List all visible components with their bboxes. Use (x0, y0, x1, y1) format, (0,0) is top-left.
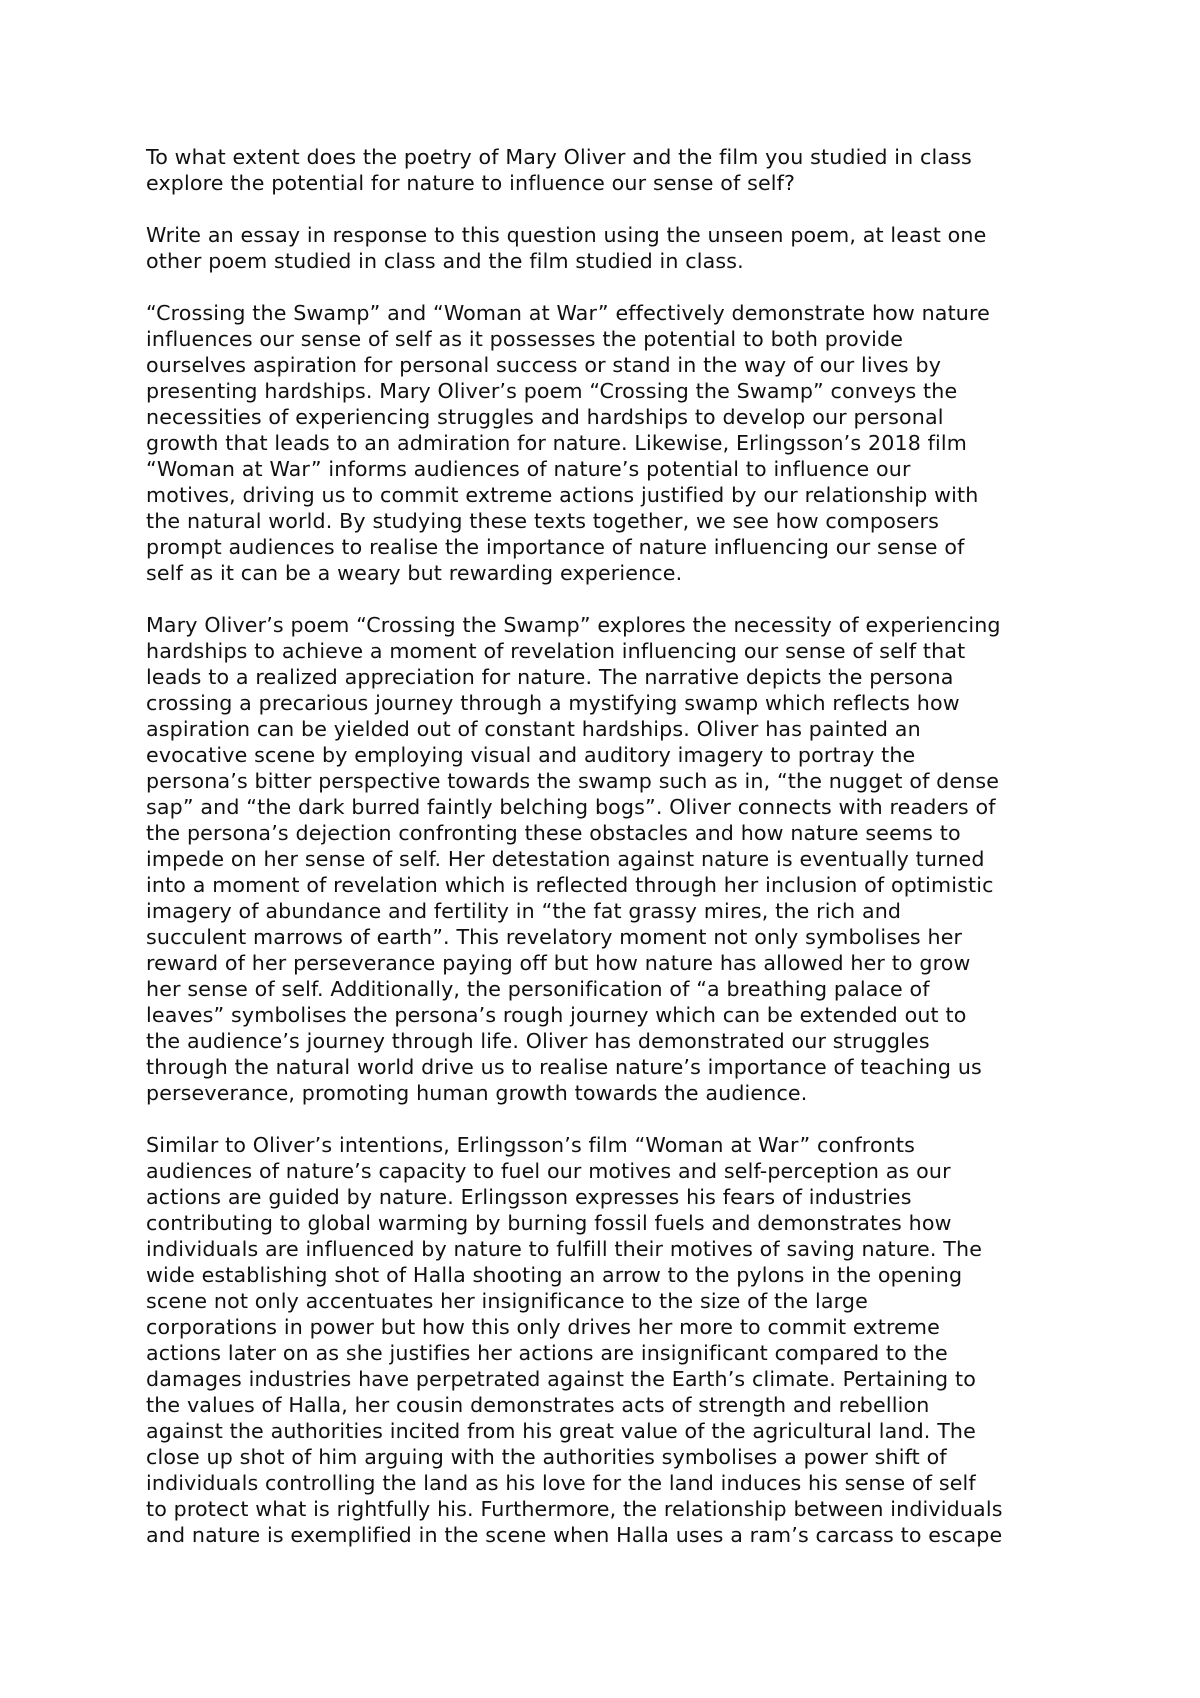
document-body (146, 144, 1064, 1574)
essay-instruction: Write an essay in response to this question using the unseen poem, at least one other poem studied in class and the film studied in class. (146, 223, 987, 273)
essay-paragraph-oliver: Mary Oliver’s poem “Crossing the Swamp” explores the necessity of experiencing hardships to achieve a moment of revelation influencing our sense of self that leads to a realized appreciation for nature. The narrative depicts the persona crossing a precarious journey through a mystifying swamp which reflects how aspiration can be yielded out of constant hardships. Oliver has painted an evocative scene by employing visual and auditory imagery to portray the persona’s bitter perspective towards the swamp such as in, “the nugget of dense sap” and “the dark burred faintly belching bogs”. Oliver connects with readers of the persona’s dejection confronting these obstacles and how nature seems to impede on her sense of self. Her detestation against nature is eventually turned into a moment of revelation which is reflected through her inclusion of optimistic imagery of abundance and fertility in “the fat grassy mires, the rich and succulent marrows of earth”. This revelatory moment not only symbolises her reward of her perseverance paying off but how nature has allowed her to grow her sense of self. Additionally, the personification of “a breathing palace of leaves” symbolises the persona’s rough journey which can be extended out to the audience’s journey through life. Oliver has demonstrated our struggles through the natural world drive us to realise nature’s importance of teaching us perseverance, promoting human growth towards the audience. (146, 613, 1001, 1105)
essay-paragraph-introduction: “Crossing the Swamp” and “Woman at War” effectively demonstrate how nature influences our sense of self as it possesses the potential to both provide ourselves aspiration for personal success or stand in the way of our lives by presenting hardships. Mary Oliver’s poem “Crossing the Swamp” conveys the necessities of experiencing struggles and hardships to develop our personal growth that leads to an admiration for nature. Likewise, Erlingsson’s 2018 film “Woman at War” informs audiences of nature’s potential to influence our motives, driving us to commit extreme actions justified by our relationship with the natural world. By studying these texts together, we see how composers prompt audiences to realise the importance of nature influencing our sense of self as it can be a weary but rewarding experience. (146, 301, 990, 585)
essay-paragraph-erlingsson: Similar to Oliver’s intentions, Erlingsson’s film “Woman at War” confronts audiences of nature’s capacity to fuel our motives and self-perception as our actions are guided by nature. Erlingsson expresses his fears of industries contributing to global warming by burning fossil fuels and demonstrates how individuals are influenced by nature to fulfill their motives of saving nature. The wide establishing shot of Halla shooting an arrow to the pylons in the opening scene not only accentuates her insignificance to the size of the large corporations in power but how this only drives her more to commit extreme actions later on as she justifies her actions are insignificant compared to the damages industries have perpetrated against the Earth’s climate. Pertaining to the values of Halla, her cousin demonstrates acts of strength and rebellion against the authorities incited from his great value of the agricultural land. The close up shot of him arguing with the authorities symbolises a power shift of individuals controlling the land as his love for the land induces his sense of self to protect what is rightfully his. Furthermore, the relationship between individuals and nature is exemplified in the scene when Halla uses a ram’s carcass to escape (146, 1133, 1003, 1547)
essay-question: To what extent does the poetry of Mary Oliver and the film you studied in class explore the potential for nature to influence our sense of self? (146, 145, 972, 195)
